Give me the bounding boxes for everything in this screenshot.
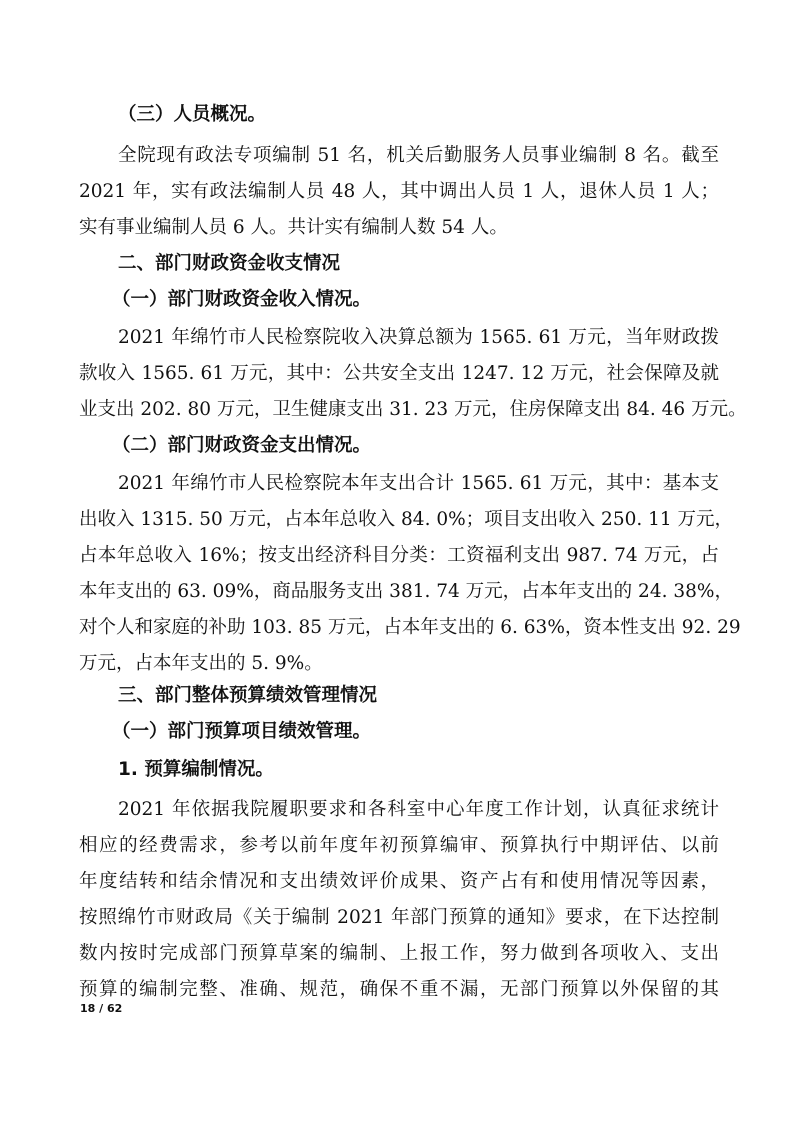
paragraph-line: 2021 年，实有政法编制人员 48 人，其中调出人员 1 人，退休人员 1 人； (79, 181, 719, 202)
paragraph-line: 2021 年绵竹市人民检察院本年支出合计 1565. 61 万元，其中：基本支 (118, 473, 719, 494)
paragraph-line: 年度结转和结余情况和支出绩效评价成果、资产占有和使用情况等因素， (79, 871, 719, 892)
section-heading-budget-performance: 三、部门整体预算绩效管理情况 (118, 685, 378, 706)
section-heading-fiscal-income: （一）部门财政资金收入情况。 (112, 289, 372, 310)
section-heading-budget-preparation: 1. 预算编制情况。 (118, 759, 274, 780)
paragraph-line: 本年支出的 63. 09%，商品服务支出 381. 74 万元，占本年支出的 24. 38%， (79, 581, 733, 602)
page-number: 18 / 62 (80, 1002, 123, 1015)
paragraph-line: 业支出 202. 80 万元，卫生健康支出 31. 23 万元，住房保障支出 84. 46 万元。 (79, 399, 747, 420)
paragraph-line: 2021 年绵竹市人民检察院收入决算总额为 1565. 61 万元，当年财政拨 (118, 327, 719, 348)
paragraph-line: 全院现有政法专项编制 51 名，机关后勤服务人员事业编制 8 名。截至 (118, 145, 719, 166)
section-heading-project-performance: （一）部门预算项目绩效管理。 (112, 721, 372, 742)
section-heading-fiscal-income-expenditure: 二、部门财政资金收支情况 (118, 253, 341, 274)
paragraph-line: 款收入 1565. 61 万元，其中：公共安全支出 1247. 12 万元，社会保障及就 (79, 363, 719, 384)
paragraph-line: 对个人和家庭的补助 103. 85 万元，占本年支出的 6. 63%，资本性支出 92. 29 (79, 617, 741, 638)
paragraph-line: 预算的编制完整、准确、规范，确保不重不漏，无部门预算以外保留的其 (79, 979, 719, 1000)
paragraph-line: 占本年总收入 16%；按支出经济科目分类：工资福利支出 987. 74 万元，占 (79, 545, 719, 566)
section-heading-staff-overview: （三）人员概况。 (118, 104, 267, 125)
section-heading-fiscal-expenditure: （二）部门财政资金支出情况。 (112, 435, 372, 456)
paragraph-line: 出收入 1315. 50 万元，占本年总收入 84. 0%；项目支出收入 250. 11 万元， (79, 509, 734, 530)
paragraph-line: 数内按时完成部门预算草案的编制、上报工作，努力做到各项收入、支出 (79, 943, 719, 964)
paragraph-line: 万元，占本年支出的 5. 9%。 (79, 653, 323, 674)
paragraph-line: 2021 年依据我院履职要求和各科室中心年度工作计划，认真征求统计 (118, 799, 719, 820)
paragraph-line: 相应的经费需求，参考以前年度年初预算编审、预算执行中期评估、以前 (79, 835, 719, 856)
paragraph-line: 实有事业编制人员 6 人。共计实有编制人数 54 人。 (79, 217, 508, 238)
paragraph-line: 按照绵竹市财政局《关于编制 2021 年部门预算的通知》要求，在下达控制 (79, 907, 719, 928)
